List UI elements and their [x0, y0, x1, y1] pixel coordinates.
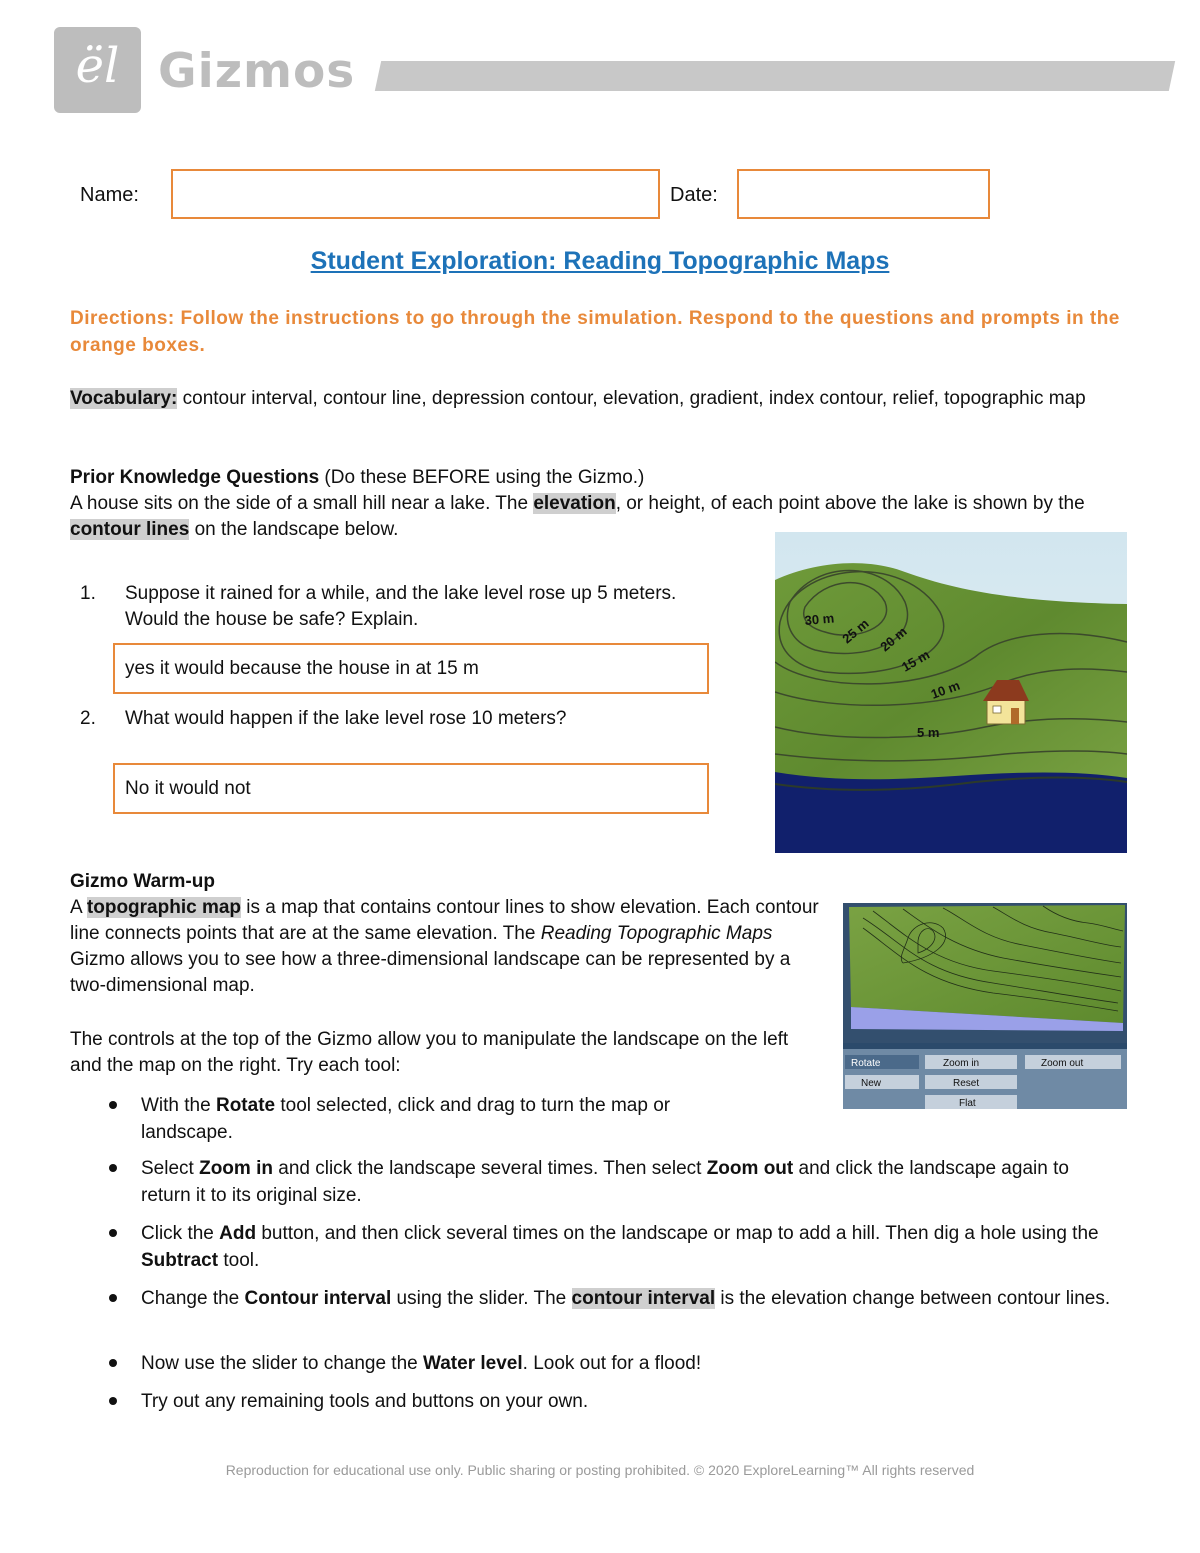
bullet-icon — [109, 1397, 117, 1405]
contour-label: 15 m — [899, 646, 933, 675]
bullet-text: tool. — [218, 1250, 260, 1271]
brand-name: Gizmos — [158, 44, 356, 99]
bullet-item — [141, 1285, 1121, 1312]
bullet-item — [141, 1092, 761, 1146]
vocabulary-paragraph — [70, 386, 1100, 412]
logo-glyph: ël — [75, 38, 120, 94]
bullet-item — [141, 1388, 1121, 1415]
bullet-item — [141, 1350, 1121, 1377]
bullet-icon — [109, 1229, 117, 1237]
warmup-text: is a map that contains contour lines to show elevation. Each contour line connects points that are at the same elevation. The — [70, 897, 819, 944]
bullet-text: is the elevation change between contour lines. — [715, 1288, 1111, 1309]
intro-text: on the landscape below. — [189, 519, 399, 540]
term-contour-lines: contour lines — [70, 519, 190, 540]
bullet-text: With the — [141, 1095, 216, 1116]
tool-name: Zoom in — [199, 1158, 273, 1179]
vocabulary-list: contour interval, contour line, depression contour, elevation, gradient, index contour, relief, topographic map — [177, 388, 1086, 409]
date-field[interactable] — [737, 169, 990, 219]
warmup-text: Gizmo allows you to see how a three-dimensional landscape can be represented by a two-dimensional map. — [70, 949, 791, 996]
bullet-text: and click the landscape again to return it to its original size. — [141, 1158, 1069, 1206]
bullet-text: and click the landscape several times. Then select — [272, 1158, 707, 1179]
term-topographic-map: topographic map — [86, 897, 242, 918]
gizmo-zoom-out-button: Zoom out — [1041, 1058, 1084, 1069]
bullet-text: Try out any remaining tools and buttons on your own. — [141, 1391, 589, 1412]
bullet-text: tool selected, click and drag to turn the map or landscape. — [141, 1095, 671, 1143]
contour-label: 10 m — [928, 677, 962, 702]
bullet-text: Select — [141, 1158, 200, 1179]
gizmo-zoom-in-button: Zoom in — [943, 1058, 980, 1069]
gizmo-screenshot — [843, 903, 1127, 1109]
warmup-paragraph-1 — [70, 895, 825, 999]
bullet-text: Change the — [141, 1288, 245, 1309]
contour-label: 20 m — [877, 623, 910, 655]
prior-knowledge-heading: Prior Knowledge Questions — [70, 467, 320, 488]
bullet-text: Click the — [141, 1223, 220, 1244]
name-field[interactable] — [171, 169, 660, 219]
page-title: Student Exploration: Reading Topographic Maps — [310, 247, 890, 275]
bullet-text: button, and then click several times on the landscape or map to add a hill. Then dig a hole using the — [256, 1223, 1099, 1244]
bullet-icon — [109, 1101, 117, 1109]
intro-text: A house sits on the side of a small hill near a lake. The — [70, 493, 534, 514]
question-text: What would happen if the lake level rose 10 meters? — [125, 708, 567, 729]
prior-knowledge-note: (Do these BEFORE using the Gizmo.) — [319, 467, 645, 488]
bullet-item — [141, 1220, 1121, 1274]
bullet-text: using the slider. The — [391, 1288, 572, 1309]
warmup-text: A — [70, 897, 87, 918]
term-elevation: elevation — [533, 493, 616, 514]
header-divider-bar — [375, 61, 1175, 91]
gizmo-new-button: New — [861, 1078, 882, 1089]
answer-box-2[interactable]: No it would not — [113, 763, 709, 814]
answer-box-1[interactable]: yes it would because the house in at 15 m — [113, 643, 709, 694]
tool-name: Rotate — [215, 1095, 276, 1116]
landscape-illustration — [775, 532, 1127, 853]
tool-name: Contour interval — [244, 1288, 392, 1309]
bullet-item — [141, 1155, 1121, 1209]
vocabulary-label: Vocabulary: — [70, 388, 178, 409]
contour-label: 25 m — [839, 615, 872, 647]
warmup-heading: Gizmo Warm-up — [70, 871, 215, 892]
tool-name: Subtract — [141, 1250, 219, 1271]
directions-text: Directions: Follow the instructions to go through the simulation. Respond to the questions and prompts in the orange boxes. — [70, 308, 1120, 356]
gizmo-flat-button: Flat — [959, 1098, 976, 1109]
contour-label: 5 m — [917, 725, 940, 740]
gizmo-rotate-button: Rotate — [851, 1058, 881, 1069]
intro-text: , or height, of each point above the lake is shown by the — [615, 493, 1085, 514]
bullet-icon — [109, 1294, 117, 1302]
question-number: 2. — [80, 708, 96, 729]
bullet-icon — [109, 1164, 117, 1172]
name-label: Name: — [80, 184, 139, 206]
date-label: Date: — [670, 184, 718, 206]
bullet-icon — [109, 1359, 117, 1367]
tool-name: Add — [219, 1223, 257, 1244]
contour-label: 30 m — [803, 610, 835, 628]
bullet-text: Now use the slider to change the — [141, 1353, 424, 1374]
question-number: 1. — [80, 583, 96, 604]
footer-copyright: Reproduction for educational use only. Public sharing or posting prohibited. © 2020 ExploreLearning™ All rights reserved — [225, 1462, 975, 1478]
gizmo-reset-button: Reset — [953, 1078, 980, 1089]
tool-name: Water level — [423, 1353, 523, 1374]
gizmo-name: Reading Topographic Maps — [540, 923, 773, 944]
warmup-paragraph-2: The controls at the top of the Gizmo allow you to manipulate the landscape on the left and the map on the right. Try each tool: — [70, 1029, 789, 1076]
question-text: Suppose it rained for a while, and the lake level rose up 5 meters. Would the house be safe? Explain. — [125, 583, 677, 630]
bullet-text: . Look out for a flood! — [522, 1353, 702, 1374]
tool-name: Zoom out — [706, 1158, 794, 1179]
term-contour-interval: contour interval — [571, 1288, 716, 1309]
